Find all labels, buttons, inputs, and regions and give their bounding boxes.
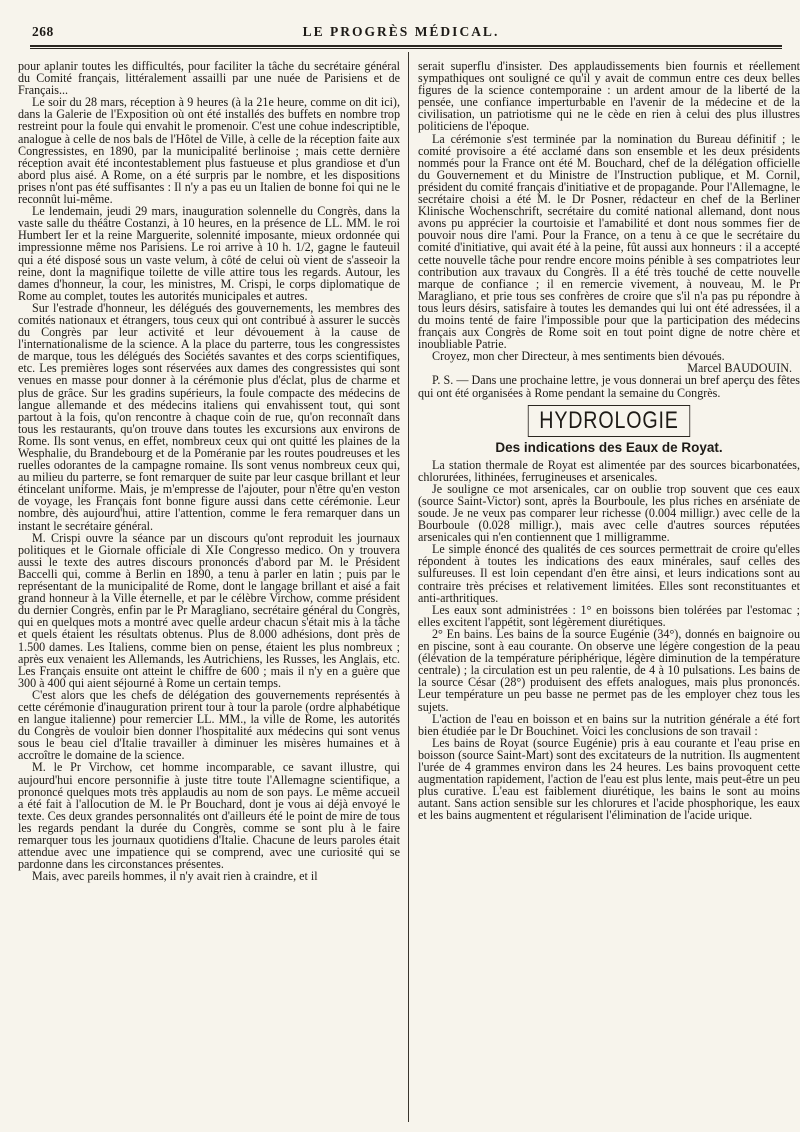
article-paragraph: Les bains de Royat (source Eugénie) pris à eau courante et l'eau prise en boisson (source Saint-Mart) sont des excitateurs de la nutrition. Ils augmentent l'urée de 4 grammes environ dans les 24 heures. Les bains provoquent cette augmentation rapidement, l'action de l'eau est plus lente, mais peut-être un peu plus curative. L'eau est faiblement diurétique, les bains le sont au moins autant. Sans action sensible sur les chlorures et l'acide phosphorique, les eaux et les bains augmentent et régularisent l'élimination de l'acide urique. [418,735,800,823]
article-paragraph: Je souligne ce mot arsenicales, car on oublie trop souvent que ces eaux (source Saint-Victor) sont, après la Bourboule, les plus riches en arséniate de soude. Je ne veux pas comparer leur richesse (0.004 milligr.) avec celle de la Bourboule (0.028 milligr.), mais avec celle d'autres sources réputées arsenicales qui n'en contiennent que 1 milligramme. [418,481,800,545]
left-paragraph: C'est alors que les chefs de délégation des gouvernements représentés à cette cérémonie d'inauguration prirent tour à tour la parole (ordre alphabétique en langue italienne) pour remercier LL. MM., la ville de Rome, les autorités du Congrès de vouloir bien donner l'hospitalité aux médecins qui sont venus sous le beau ciel d'Italie travailler à diminuer les misères humaines et à accroître le domaine de la science. [18,687,400,763]
article-paragraph: 2° En bains. Les bains de la source Eugénie (34°), donnés en baignoire ou en piscine, sont à eau courante. On observe une légère congestion de la peau (élévation de la température périphérique, légère diminution de la température centrale) ; la circulation est un peu ralentie, de 4 à 10 pulsations. Les bains de la source César (28°) produisent des effets analogues, mais plus prononcés. Leur température un peu basse ne permet pas de les employer chez tous les sujets. [418,626,800,714]
signature: Marcel BAUDOUIN. [687,361,792,376]
article-paragraph: La station thermale de Royat est alimentée par des sources bicarbonatées, chlorurées, lithinées, ferrugineuses et arsenicales. [418,457,800,484]
left-paragraph: Sur l'estrade d'honneur, les délégués des gouvernements, les membres des comités nationaux et étrangers, tous ceux qui ont contribué à assurer le succès du Congrès par leur activité et leur dévouement à la cause de l'internationalisme de la science. A la place du parterre, tous les congressistes de marque, tous les délégués des Sociétés savantes et des corps scientifiques, etc. Les premières loges sont réservées aux dames des congressistes qui sont venues en masse pour donner à la cérémonie plus d'éclat, plus de charme et plus de grâce. Sur les gradins supérieurs, la foule compacte des médecins de langue allemande et des médecins italiens qui envahissent tout, qui sont partout à la fois, qu'on rencontre à chaque coin de rue, qu'on reconnaît dans tous les restaurants, qu'on trouve dans toutes les excursions aux environs de Rome. Ils sont venus, en effet, nombreux ceux qui ont quitté les plaines de la Wesphalie, du Brandebourg et de la Poméranie par les routes poudreuses et les ruelles odorantes de la campagne romaine. Ils sont venus nombreux ceux qui, au milieu du parterre, se font remarquer de suite par leur casque brillant et leur étincelant uniforme. Mais, je m'empresse de l'ajouter, pour n'être qu'en veston de voyage, les Français font bonne figure aussi dans cette cérémonie. Leur nombre, dès aujourd'hui, attire l'attention, comme le fera remarquer dans un instant le secrétaire général. [18,300,400,533]
running-title: LE PROGRÈS MÉDICAL. [302,24,500,39]
left-paragraph: M. le Pr Virchow, cet homme incomparable, ce savant illustre, qui aujourd'hui encore personnifie à juste titre toute l'Allemagne scientifique, a prononcé quelques mots très applaudis au nom de son pays. Le même accueil a été fait à l'allocution de M. le Pr Bouchard, dont je vous ai déjà envoyé le texte. Ces deux grandes personnalités ont d'ailleurs été le point de mire de tous les regards pendant la durée du Congrès, comme se sont plu à le faire remarquer tous les journaux quotidiens d'Italie. Chacune de leurs paroles était attendue avec une impatience qui se comprend, avec une curiosité qui se pardonne dans les circonstances présentes. [18,760,400,872]
right-paragraph: Croyez, mon cher Directeur, à mes sentiments bien dévoués. [432,349,725,364]
column-separator [408,52,409,1122]
article-title: Des indications des Eaux de Royat. [495,439,723,455]
article-paragraph: Les eaux sont administrées : 1° en boissons bien tolérées par l'estomac ; elles excitent l'appétit, sont légèrement diurétiques. [418,602,800,629]
right-paragraph: La cérémonie s'est terminée par la nomination du Bureau définitif ; le comité provisoire a été acclamé dans son ensemble et les deux présidents nommés pour la France ont été M. Bouchard, chef de la délégation officielle du Gouvernement et du Ministre de l'Instruction publique, et M. Cornil, président du comité français d'initiative et de propagande. Pour l'Allemagne, le secrétaire choisi a été M. le Dr Posner, rédacteur en chef de la Berliner Klinische Wochenschrift, secrétaire du comité national allemand, dont nous avons pu apprécier la courtoisie et l'amabilité et dont nous sommes fier de pouvoir nous dire l'ami. Pour la France, on a tenu à ce que le secrétaire du comité d'initiative, qui avait été à la peine, fût aussi aux honneurs : il a accepté cette nouvelle tâche pour rendre encore moins pénible à ses compatriotes leur contribution aux travaux du Congrès. Il a été très touché de cette nouvelle marque de confiance ; il en remercie vivement, à nouveau, M. le Pr Maragliano, et prie tous ses confrères de croire que s'il n'a pas pu répondre à tous leurs désirs, satisfaire à toutes les demandes qui lui ont été adressées, il a du moins tenté de faire l'impossible pour que la participation des médecins français aux Congrès de Rome soit en tout point digne de notre chère et inoubliable Patrie. [418,131,800,352]
page-number: 268 [32,24,54,39]
right-column [418,60,800,1122]
right-paragraph: serait superflu d'insister. Des applaudissements bien fournis et réellement sympathiques ont souligné ce qu'il y avait de commun entre ces deux belles figures de la science contemporaine : un ardent amour de la liberté de la pensée, une confiance imperturbable en l'avenir de la médecine et de la civilisation, un patriotisme qui ne le cède en rien à celui des plus illustres politiciens de l'époque. [418,60,800,134]
section-heading-hydrologie: HYDROLOGIE [528,405,690,437]
page-header [20,20,782,42]
article-paragraph: Le simple énoncé des qualités de ces sources permettrait de croire qu'elles répondent à toutes les indications des eaux minérales, sauf celles des sulfureuses. Il est loin cependant d'en être ainsi, et leurs indications sont au contraire très précises et relativement limitées. Elles sont reconstituantes et anti-arthritiques. [418,542,800,605]
header-rule [30,45,782,47]
left-column [18,60,400,1120]
header-rule-thin [30,48,782,49]
left-paragraph: Mais, avec pareils hommes, il n'y avait rien à craindre, et il [32,869,318,884]
left-paragraph: M. Crispi ouvre la séance par un discours qu'ont reproduit les journaux politiques et le Giornale officiale di XIe Congresso medico. On y trouvera aussi le texte des autres discours prononcés d'abord par M. le Président Baccelli qui, comme à Berlin en 1890, a tenu à parler en latin ; puis par le représentant de la municipalité de Rome, dont le langage brillant et aisé a fait grand honneur à la Ville éternelle, et par le célèbre Virchow, comme président du dernier Congrès, enfin par le Pr Maragliano, secrétaire général du Congrès, qui en quelques mots a montré avec quelle ardeur chacun s'était mis à la tâche et quels étaient les résultats obtenus. Plus de 8.000 adhésions, dont près de 1.500 dames. Les Italiens, comme bien on pense, étaient les plus nombreux ; après eux venaient les Allemands, les Autrichiens, les Russes, les Anglais, etc. Les Français ensuite ont atteint le chiffre de 600 ; mais il n'y en a guère que 300 à 400 qui aient séjourné à Rome un certain temps. [18,530,400,690]
left-paragraph: pour aplanir toutes les difficultés, pour faciliter la tâche du secrétaire général du Comité français, littéralement assailli par une nuée de Parisiens et de Français... [18,60,400,98]
postscript: P. S. — Dans une prochaine lettre, je vous donnerai un bref aperçu des fêtes qui ont été organisées à Rome pendant la semaine du Congrès. [418,373,800,400]
article-paragraph: L'action de l'eau en boisson et en bains sur la nutrition générale a été fort bien étudiée par le Dr Bouchinet. Voici les conclusions de son travail : [418,711,800,738]
left-paragraph: Le lendemain, jeudi 29 mars, inauguration solennelle du Congrès, dans la vaste salle du théâtre Costanzi, à 10 heures, en la présence de LL. MM. le roi Humbert Ier et la reine Marguerite, solennité imposante, mieux ordonnée qui impressionne même nos Parisiens. Le roi arrive à 10 h. 1/2, gagne le fauteuil qui a été disposé sous un vaste velum, à côté de celui où vient de s'asseoir la reine, dont la magnifique toilette de ville attire tous les regards. Autour, les dames d'honneur, la cour, les ministres, M. Crispi, le corps diplomatique de Rome au complet, toutes les autorités municipales et autres. [18,204,400,303]
left-paragraph: Le soir du 28 mars, réception à 9 heures (à la 21e heure, comme on dit ici), dans la Galerie de l'Exposition où ont été installés des buffets en nombre trop restreint pour la foule qui envahit le promenoir. C'est une cohue indescriptible, analogue à celle de nos bals de l'Hôtel de Ville, à celle de la réception faite aux Congressistes, en 1890, par la municipalité berlinoise ; mais cette dernière réception avait été incontestablement plus fastueuse et plus grandiose et d'un abord plus aisé. A Rome, on a été surpris par le nombre, et les dispositions prises n'ont pas été suffisantes : Il n'y a pas eu un Italien de bonne foi qui ne le reconnût lui-même. [18,95,400,207]
